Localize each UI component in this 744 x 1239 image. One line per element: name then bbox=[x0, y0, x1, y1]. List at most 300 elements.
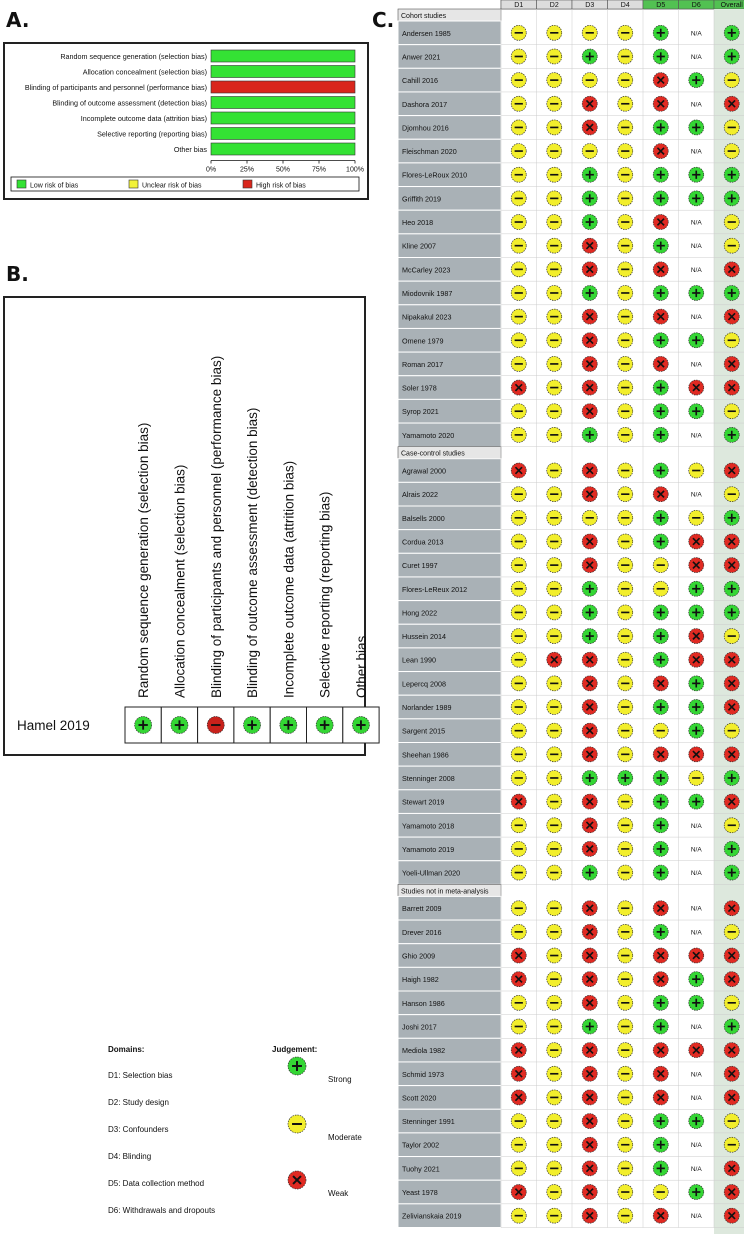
judgement-symbol bbox=[547, 1161, 562, 1176]
judgement-symbol bbox=[653, 652, 668, 667]
judgement-symbol bbox=[582, 1208, 597, 1223]
judgement-symbol bbox=[511, 238, 526, 253]
judgement-symbol bbox=[511, 463, 526, 478]
judgement-symbol bbox=[547, 262, 562, 277]
judgement-symbol bbox=[618, 96, 633, 111]
panel-label-a: A. bbox=[6, 8, 30, 32]
judgement-symbol bbox=[511, 770, 526, 785]
judgement-symbol bbox=[582, 841, 597, 856]
judgement-symbol bbox=[582, 995, 597, 1010]
na-label: N/A bbox=[690, 929, 702, 937]
judgement-symbol bbox=[547, 747, 562, 762]
study-name: Barrett 2009 bbox=[402, 904, 442, 914]
column-header: D1 bbox=[514, 2, 524, 9]
na-label: N/A bbox=[690, 53, 702, 61]
judgement-symbol bbox=[653, 818, 668, 833]
judgement-symbol bbox=[689, 747, 704, 762]
judgement-symbol bbox=[547, 605, 562, 620]
column-header: D5 bbox=[656, 2, 666, 9]
judgement-symbol bbox=[547, 581, 562, 596]
judgement-symbol bbox=[511, 25, 526, 40]
judgement-label: Weak bbox=[328, 1189, 349, 1198]
judgement-symbol bbox=[724, 120, 739, 135]
study-name: Lean 1990 bbox=[402, 655, 436, 665]
judgement-symbol bbox=[582, 818, 597, 833]
judgement-symbol bbox=[653, 770, 668, 785]
study-name: Soler 1978 bbox=[402, 383, 437, 393]
study-name: Drever 2016 bbox=[402, 927, 442, 937]
judgement-symbol bbox=[653, 1019, 668, 1034]
study-name: Hamel 2019 bbox=[17, 718, 90, 733]
judgement-symbol bbox=[653, 534, 668, 549]
judgement-symbol bbox=[582, 1090, 597, 1105]
judgement-symbol bbox=[582, 96, 597, 111]
judgement-symbol bbox=[582, 404, 597, 419]
judgement-symbol bbox=[724, 723, 739, 738]
judgement-symbol bbox=[618, 309, 633, 324]
judgement-symbol bbox=[724, 427, 739, 442]
judgement-label: Strong bbox=[328, 1075, 352, 1084]
judgement-symbol bbox=[653, 356, 668, 371]
judgement-symbol bbox=[653, 120, 668, 135]
na-label: N/A bbox=[690, 361, 702, 369]
judgement-symbol bbox=[511, 676, 526, 691]
judgement-symbol bbox=[724, 700, 739, 715]
judgement-symbol bbox=[511, 700, 526, 715]
judgement-symbol bbox=[582, 73, 597, 88]
judgement-title: Judgement: bbox=[272, 1045, 318, 1054]
judgement-symbol bbox=[653, 841, 668, 856]
study-name: Ghio 2009 bbox=[402, 951, 436, 961]
judgement-symbol bbox=[724, 1090, 739, 1105]
judgement-symbol bbox=[171, 717, 188, 734]
judgement-symbol bbox=[582, 948, 597, 963]
judgement-symbol bbox=[511, 262, 526, 277]
judgement-symbol bbox=[511, 924, 526, 939]
domain-definition: D5: Data collection method bbox=[108, 1179, 205, 1188]
x-tick-label: 75% bbox=[311, 166, 327, 174]
judgement-symbol bbox=[582, 794, 597, 809]
judgement-symbol bbox=[547, 1208, 562, 1223]
judgement-symbol bbox=[582, 1066, 597, 1081]
domain-definition: D3: Confounders bbox=[108, 1125, 169, 1134]
judgement-symbol bbox=[618, 841, 633, 856]
judgement-symbol bbox=[724, 818, 739, 833]
column-header: Overall bbox=[720, 2, 743, 9]
judgement-symbol bbox=[689, 948, 704, 963]
judgement-symbol bbox=[653, 333, 668, 348]
study-name: Fleischman 2020 bbox=[402, 147, 457, 157]
bar-segment bbox=[211, 128, 355, 140]
judgement-symbol bbox=[724, 463, 739, 478]
legend-swatch bbox=[243, 180, 252, 188]
judgement-symbol bbox=[724, 144, 739, 159]
panel-label-c: C. bbox=[372, 8, 395, 32]
judgement-symbol bbox=[352, 717, 369, 734]
judgement-symbol bbox=[653, 924, 668, 939]
judgement-symbol bbox=[547, 972, 562, 987]
judgement-symbol bbox=[582, 238, 597, 253]
judgement-symbol bbox=[511, 73, 526, 88]
judgement-symbol bbox=[582, 770, 597, 785]
judgement-symbol bbox=[724, 629, 739, 644]
judgement-symbol bbox=[724, 380, 739, 395]
judgement-symbol bbox=[618, 404, 633, 419]
study-name: Taylor 2002 bbox=[402, 1140, 440, 1150]
judgement-symbol bbox=[511, 972, 526, 987]
judgement-symbol bbox=[547, 534, 562, 549]
judgement-symbol bbox=[547, 1043, 562, 1058]
judgement-symbol bbox=[547, 96, 562, 111]
judgement-symbol bbox=[689, 676, 704, 691]
risk-of-bias-summary-chart bbox=[3, 42, 369, 200]
judgement-symbol bbox=[547, 487, 562, 502]
judgement-symbol bbox=[724, 1114, 739, 1129]
judgement-symbol bbox=[724, 534, 739, 549]
judgement-symbol bbox=[618, 285, 633, 300]
judgement-symbol bbox=[547, 238, 562, 253]
judgement-symbol bbox=[618, 1161, 633, 1176]
na-label: N/A bbox=[690, 30, 702, 38]
na-label: N/A bbox=[690, 822, 702, 830]
judgement-symbol bbox=[582, 700, 597, 715]
judgement-symbol bbox=[618, 25, 633, 40]
study-name: Alrais 2022 bbox=[402, 490, 438, 500]
judgement-symbol bbox=[547, 510, 562, 525]
study-name: Anwer 2021 bbox=[402, 52, 441, 62]
judgement-symbol bbox=[653, 487, 668, 502]
judgement-symbol bbox=[618, 652, 633, 667]
legend-swatch bbox=[17, 180, 26, 188]
study-name: Curet 1997 bbox=[402, 561, 438, 571]
judgement-symbol bbox=[618, 534, 633, 549]
judgement-symbol bbox=[547, 841, 562, 856]
judgement-symbol bbox=[511, 1043, 526, 1058]
judgement-symbol bbox=[547, 309, 562, 324]
na-label: N/A bbox=[690, 1142, 702, 1150]
judgement-symbol bbox=[618, 1114, 633, 1129]
study-name: Haigh 1982 bbox=[402, 975, 439, 985]
judgement-symbol bbox=[511, 1090, 526, 1105]
judgement-symbol bbox=[653, 995, 668, 1010]
judgement-symbol bbox=[547, 49, 562, 64]
judgement-symbol bbox=[653, 144, 668, 159]
study-name: Yoeli-Ullman 2020 bbox=[402, 868, 461, 878]
judgement-symbol bbox=[547, 770, 562, 785]
judgement-symbol bbox=[582, 191, 597, 206]
domain-header: Blinding of participants and personnel (performance bias) bbox=[208, 355, 224, 698]
na-label: N/A bbox=[690, 491, 702, 499]
judgement-symbol bbox=[653, 285, 668, 300]
judgement-symbol bbox=[724, 1137, 739, 1152]
judgement-symbol bbox=[511, 948, 526, 963]
judgement-symbol bbox=[724, 1185, 739, 1200]
study-name: Miodovnik 1987 bbox=[402, 288, 453, 298]
legend-label: Unclear risk of bias bbox=[142, 182, 202, 190]
judgement-symbol bbox=[653, 215, 668, 230]
judgement-symbol bbox=[724, 487, 739, 502]
judgement-symbol bbox=[511, 534, 526, 549]
judgement-symbol bbox=[511, 380, 526, 395]
judgement-symbol bbox=[511, 558, 526, 573]
judgement-symbol bbox=[618, 723, 633, 738]
judgement-symbol bbox=[653, 309, 668, 324]
judgement-symbol bbox=[547, 1114, 562, 1129]
na-label: N/A bbox=[690, 243, 702, 251]
judgement-symbol bbox=[511, 1137, 526, 1152]
judgement-symbol bbox=[689, 191, 704, 206]
judgement-symbol bbox=[316, 717, 333, 734]
judgement-symbol bbox=[547, 191, 562, 206]
judgement-symbol bbox=[582, 356, 597, 371]
judgement-symbol bbox=[724, 1043, 739, 1058]
judgement-symbol bbox=[511, 510, 526, 525]
study-name: Yamamoto 2019 bbox=[402, 844, 455, 854]
judgement-symbol bbox=[511, 167, 526, 182]
judgement-symbol bbox=[653, 1043, 668, 1058]
study-name: Yeast 1978 bbox=[402, 1188, 438, 1198]
judgement-symbol bbox=[582, 510, 597, 525]
judgement-symbol bbox=[547, 215, 562, 230]
judgement-symbol bbox=[582, 1019, 597, 1034]
judgement-symbol bbox=[653, 510, 668, 525]
domain-label: Random sequence generation (selection bias) bbox=[60, 52, 207, 61]
judgement-symbol bbox=[689, 995, 704, 1010]
judgement-symbol bbox=[653, 73, 668, 88]
judgement-symbol bbox=[724, 262, 739, 277]
judgement-symbol bbox=[547, 1019, 562, 1034]
judgement-symbol bbox=[653, 191, 668, 206]
study-name: Hussein 2014 bbox=[402, 632, 446, 642]
judgement-symbol bbox=[511, 120, 526, 135]
judgement-symbol bbox=[618, 427, 633, 442]
judgement-symbol bbox=[547, 558, 562, 573]
judgement-symbol bbox=[511, 404, 526, 419]
judgement-symbol bbox=[724, 995, 739, 1010]
x-tick-label: 50% bbox=[275, 166, 291, 174]
judgement-symbol bbox=[511, 723, 526, 738]
x-tick-label: 25% bbox=[239, 166, 255, 174]
judgement-symbol bbox=[689, 700, 704, 715]
judgement-symbol bbox=[618, 238, 633, 253]
judgement-symbol bbox=[547, 427, 562, 442]
judgement-symbol bbox=[582, 747, 597, 762]
judgement-symbol bbox=[582, 1185, 597, 1200]
judgement-symbol bbox=[653, 427, 668, 442]
traffic-light-table bbox=[395, 0, 744, 1234]
na-label: N/A bbox=[690, 1094, 702, 1102]
study-name: Djomhou 2016 bbox=[402, 123, 449, 133]
judgement-symbol bbox=[511, 487, 526, 502]
judgement-symbol bbox=[618, 167, 633, 182]
judgement-symbol bbox=[511, 309, 526, 324]
judgement-symbol bbox=[547, 404, 562, 419]
column-header: D3 bbox=[585, 2, 595, 9]
judgement-symbol bbox=[724, 605, 739, 620]
judgement-symbol bbox=[689, 581, 704, 596]
study-name: Yamamoto 2018 bbox=[402, 821, 455, 831]
study-name: Roman 2017 bbox=[402, 359, 444, 369]
judgement-symbol bbox=[244, 717, 261, 734]
judgement-symbol bbox=[547, 463, 562, 478]
study-name: Kline 2007 bbox=[402, 241, 436, 251]
judgement-symbol bbox=[511, 427, 526, 442]
judgement-symbol bbox=[618, 818, 633, 833]
study-name: Yamamoto 2020 bbox=[402, 430, 455, 440]
judgement-symbol bbox=[689, 1185, 704, 1200]
judgement-symbol bbox=[653, 865, 668, 880]
judgement-symbol bbox=[618, 700, 633, 715]
domains-title: Domains: bbox=[108, 1045, 145, 1054]
judgement-symbol bbox=[618, 972, 633, 987]
judgement-symbol bbox=[724, 510, 739, 525]
judgement-symbol bbox=[511, 191, 526, 206]
na-label: N/A bbox=[690, 1071, 702, 1079]
study-name: Scott 2020 bbox=[402, 1093, 437, 1103]
judgement-symbol bbox=[511, 1114, 526, 1129]
judgement-symbol bbox=[653, 794, 668, 809]
judgement-symbol bbox=[653, 404, 668, 419]
judgement-symbol bbox=[618, 510, 633, 525]
group-header: Studies not in meta-analysis bbox=[401, 888, 489, 896]
judgement-symbol bbox=[724, 770, 739, 785]
na-label: N/A bbox=[690, 432, 702, 440]
study-name: Stewart 2019 bbox=[402, 797, 445, 807]
study-name: Lepercq 2008 bbox=[402, 679, 446, 689]
judgement-symbol bbox=[618, 794, 633, 809]
judgement-symbol bbox=[689, 167, 704, 182]
single-study-risk-table bbox=[3, 296, 369, 756]
judgement-symbol bbox=[618, 1208, 633, 1223]
judgement-symbol bbox=[653, 167, 668, 182]
judgement-symbol bbox=[582, 629, 597, 644]
judgement-symbol bbox=[653, 700, 668, 715]
domain-header: Allocation concealment (selection bias) bbox=[172, 464, 188, 698]
judgement-symbol bbox=[582, 1137, 597, 1152]
judgement-symbol bbox=[689, 652, 704, 667]
judgement-symbol bbox=[618, 144, 633, 159]
study-name: Cahill 2016 bbox=[402, 76, 438, 86]
study-name: Stenninger 1991 bbox=[402, 1117, 455, 1127]
judgement-symbol bbox=[207, 717, 224, 734]
study-name: Cordua 2013 bbox=[402, 537, 444, 547]
legend-label: High risk of bias bbox=[256, 182, 306, 190]
judgement-symbol bbox=[689, 120, 704, 135]
na-label: N/A bbox=[690, 314, 702, 322]
judgement-symbol bbox=[724, 972, 739, 987]
judgement-symbol bbox=[618, 1137, 633, 1152]
na-label: N/A bbox=[690, 219, 702, 227]
judgement-symbol bbox=[547, 73, 562, 88]
judgement-symbol bbox=[618, 1019, 633, 1034]
judgement-symbol bbox=[653, 581, 668, 596]
judgement-symbol bbox=[582, 1114, 597, 1129]
judgement-symbol bbox=[689, 534, 704, 549]
judgement-symbol bbox=[618, 995, 633, 1010]
panel-label-b: B. bbox=[6, 262, 29, 286]
study-name: Hanson 1986 bbox=[402, 998, 445, 1008]
judgement-symbol bbox=[724, 676, 739, 691]
judgement-symbol bbox=[689, 73, 704, 88]
judgement-symbol bbox=[547, 356, 562, 371]
judgement-symbol bbox=[724, 1208, 739, 1223]
study-name: Zelivianskaia 2019 bbox=[402, 1211, 462, 1221]
judgement-symbol bbox=[547, 1066, 562, 1081]
judgement-symbol bbox=[618, 356, 633, 371]
judgement-symbol bbox=[689, 380, 704, 395]
judgement-symbol bbox=[511, 841, 526, 856]
judgement-symbol bbox=[724, 948, 739, 963]
judgement-symbol bbox=[724, 747, 739, 762]
judgement-symbol bbox=[511, 865, 526, 880]
judgement-symbol bbox=[582, 924, 597, 939]
study-name: Sheehan 1986 bbox=[402, 750, 449, 760]
judgement-symbol bbox=[689, 333, 704, 348]
judgement-symbol bbox=[689, 972, 704, 987]
judgement-symbol bbox=[618, 262, 633, 277]
judgement-symbol bbox=[511, 49, 526, 64]
study-name: Mediola 1982 bbox=[402, 1046, 446, 1056]
x-tick-label: 0% bbox=[205, 166, 217, 174]
study-name: Omene 1979 bbox=[402, 336, 444, 346]
judgement-symbol bbox=[618, 380, 633, 395]
judgement-symbol bbox=[618, 120, 633, 135]
na-label: N/A bbox=[690, 1213, 702, 1221]
judgement-symbol bbox=[724, 25, 739, 40]
judgement-symbol bbox=[724, 191, 739, 206]
judgement-symbol bbox=[618, 487, 633, 502]
judgement-symbol bbox=[689, 605, 704, 620]
judgement-symbol bbox=[582, 120, 597, 135]
judgement-symbol bbox=[618, 924, 633, 939]
judgement-symbol bbox=[724, 285, 739, 300]
bar-segment bbox=[211, 143, 355, 155]
judgement-symbol bbox=[724, 356, 739, 371]
judgement-symbol bbox=[724, 865, 739, 880]
judgement-symbol bbox=[547, 700, 562, 715]
judgement-symbol bbox=[653, 25, 668, 40]
judgement-symbol bbox=[689, 510, 704, 525]
judgement-symbol bbox=[547, 652, 562, 667]
judgement-symbol bbox=[689, 404, 704, 419]
judgement-symbol bbox=[582, 285, 597, 300]
judgement-symbol bbox=[582, 1161, 597, 1176]
judgement-symbol bbox=[724, 794, 739, 809]
judgement-symbol bbox=[547, 818, 562, 833]
domain-label: Blinding of outcome assessment (detection bias) bbox=[52, 98, 207, 108]
judgement-symbol bbox=[547, 676, 562, 691]
judgement-symbol bbox=[547, 1137, 562, 1152]
judgement-symbol bbox=[618, 865, 633, 880]
judgement-symbol bbox=[689, 629, 704, 644]
judgement-symbol bbox=[582, 427, 597, 442]
judgement-symbol bbox=[511, 144, 526, 159]
judgement-symbol bbox=[582, 972, 597, 987]
judgement-symbol bbox=[511, 818, 526, 833]
judgement-symbol bbox=[511, 356, 526, 371]
domain-legend bbox=[100, 1040, 380, 1220]
judgement-symbol bbox=[547, 901, 562, 916]
na-label: N/A bbox=[690, 1165, 702, 1173]
judgement-symbol bbox=[724, 309, 739, 324]
judgement-symbol bbox=[689, 723, 704, 738]
bar-segment bbox=[211, 97, 355, 109]
judgement-symbol bbox=[547, 144, 562, 159]
domain-definition: D6: Withdrawals and dropouts bbox=[108, 1206, 216, 1215]
judgement-symbol bbox=[618, 770, 633, 785]
judgement-symbol bbox=[618, 948, 633, 963]
judgement-symbol bbox=[582, 581, 597, 596]
